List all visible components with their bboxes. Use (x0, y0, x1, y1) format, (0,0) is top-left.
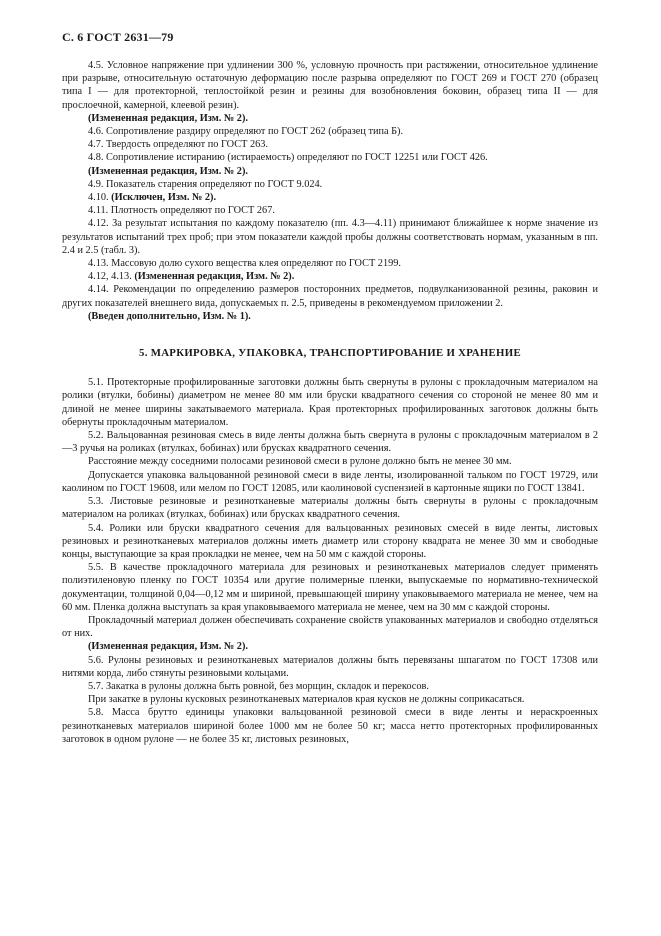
paragraph: 4.14. Рекомендации по определению размеров посторонних предметов, подвулканизованной резины, раковин и других показателей внешнего вида, допускаемых п. 2.5, приведены в рекомендуемом приложении 2. (62, 284, 598, 309)
section-5-text (62, 376, 598, 746)
page-header: С. 6 ГОСТ 2631—79 (62, 30, 174, 44)
paragraph: 5.8. Масса брутто единицы упаковки вальцованной резиновой смеси в виде ленты и нераскроенных резинотканевых материалов шириной более 1000 мм не более 50 кг; масса нетто протекторных профилированных заготовок в одном рулоне — не более 35 кг, листовых резиновых, (62, 707, 598, 745)
paragraph: 4.13. Массовую долю сухого вещества клея определяют по ГОСТ 2199. (88, 258, 401, 270)
paragraph-number: 4.10. (88, 192, 112, 204)
document-body (62, 59, 598, 746)
paragraph (62, 191, 598, 204)
paragraph: Расстояние между соседними полосами резиновой смеси в рулоне должно быть не менее 30 мм. (88, 456, 512, 468)
paragraph-number: 4.12, 4.13. (88, 271, 135, 283)
amendment-note: (Измененная редакция, Изм. № 2). (88, 165, 248, 177)
paragraph: 4.9. Показатель старения определяют по ГОСТ 9.024. (88, 178, 323, 190)
paragraph: Прокладочный материал должен обеспечивать сохранение свойств упакованных материалов и свободно отделяться от них. (62, 614, 598, 640)
section-title: 5. МАРКИРОВКА, УПАКОВКА, ТРАНСПОРТИРОВАНИЕ И ХРАНЕНИЕ (139, 347, 521, 360)
paragraph: 5.3. Листовые резиновые и резинотканевые материалы должны быть свернуты в рулоны с прокладочным материалом на роликах (втулках, бобинах) или брусках квадратного сечения. (62, 496, 598, 521)
paragraph (62, 270, 598, 283)
paragraph: 4.11. Плотность определяют по ГОСТ 267. (88, 205, 275, 217)
paragraph: 5.2. Вальцованная резиновая смесь в виде ленты должна быть свернута в рулоны с прокладочным материалом в 2—3 ручья на роликах (втулках, бобинах) или брусках квадратного сечения. (62, 430, 598, 455)
paragraph: 4.6. Сопротивление раздиру определяют по ГОСТ 262 (образец типа Б). (88, 126, 404, 138)
paragraph: 4.5. Условное напряжение при удлинении 300 %, условную прочность при растяжении, относительное удлинение при разрыве, относительную остаточную деформацию после разрыва определяют по ГОСТ 269 и ГОСТ 270 (образец типа I — для протекторной, теплостойкой резин и резины для возобновления боковин, образец типа II — для прослоечной, камерной, клеевой резин). (62, 60, 598, 111)
amendment-note: (Измененная редакция, Изм. № 2). (88, 112, 248, 124)
paragraph: 4.8. Сопротивление истиранию (истираемость) определяют по ГОСТ 12251 или ГОСТ 426. (88, 152, 488, 164)
amendment-note: (Исключен, Изм. № 2). (111, 192, 217, 204)
paragraph: 4.7. Твердость определяют по ГОСТ 263. (88, 139, 268, 151)
paragraph: 5.1. Протекторные профилированные заготовки должны быть свернуты в рулоны с прокладочным материалом на ролики (втулки, бобины) диаметром не менее 80 мм или бруски квадратного сечения со стороной не менее 80 мм и длиной не менее ширины закатываемого материала. Края протекторных профилированных заготовок должны быть обернуты прокладочным материалом. (62, 377, 598, 428)
section-4-text (62, 59, 598, 323)
paragraph: 5.5. В качестве прокладочного материала для резиновых и резинотканевых материалов следует применять полиэтиленовую пленку по ГОСТ 10354 или другие полимерные пленки, выпускаемые по нормативно-технической документации, толщиной 0,04—0,12 мм и шириной, превышающей ширину упаковываемого материала не менее, чем на 60 мм. Пленка должна выступать за края упаковываемого материала не менее, чем на 30 мм с каждой стороны. (62, 562, 598, 613)
paragraph: 5.4. Ролики или бруски квадратного сечения для вальцованных резиновых смесей в виде ленты, листовых резиновых и резинотканевых материалов должны иметь диаметр или сторону квадрата не менее 30 мм и свободные концы, выступающие за края прокладки не менее, чем на 50 мм с каждой стороны. (62, 522, 598, 560)
amendment-note: (Введен дополнительно, Изм. № 1). (88, 310, 251, 322)
amendment-note: (Измененная редакция, Изм. № 2). (134, 271, 295, 283)
paragraph: 4.12. За результат испытания по каждому показателю (пп. 4.3—4.11) принимают ближайшее к норме значение из результатов испытаний трех проб; при этом показатели каждой пробы должны соответствовать нормам, указанным в пп. 2.4 и 2.5 (табл. 3). (62, 218, 598, 256)
paragraph: 5.7. Закатка в рулоны должна быть ровной, без морщин, складок и перекосов. (88, 680, 429, 692)
paragraph: 5.6. Рулоны резиновых и резинотканевых материалов должны быть перевязаны шпагатом по ГОСТ 17308 или нитями корда, либо стянуты резиновыми кольцами. (62, 654, 598, 679)
paragraph: При закатке в рулоны кусковых резинотканевых материалов края кусков не должны соприкасаться. (88, 694, 525, 706)
amendment-note: (Измененная редакция, Изм. № 2). (88, 641, 248, 653)
paragraph: Допускается упаковка вальцованной резиновой смеси в виде ленты, изолированной тальком по ГОСТ 19729, или каолином по ГОСТ 19608, или мелом по ГОСТ 12085, или каолиновой суспензией в картонные ящики по ГОСТ 13841. (62, 469, 598, 494)
